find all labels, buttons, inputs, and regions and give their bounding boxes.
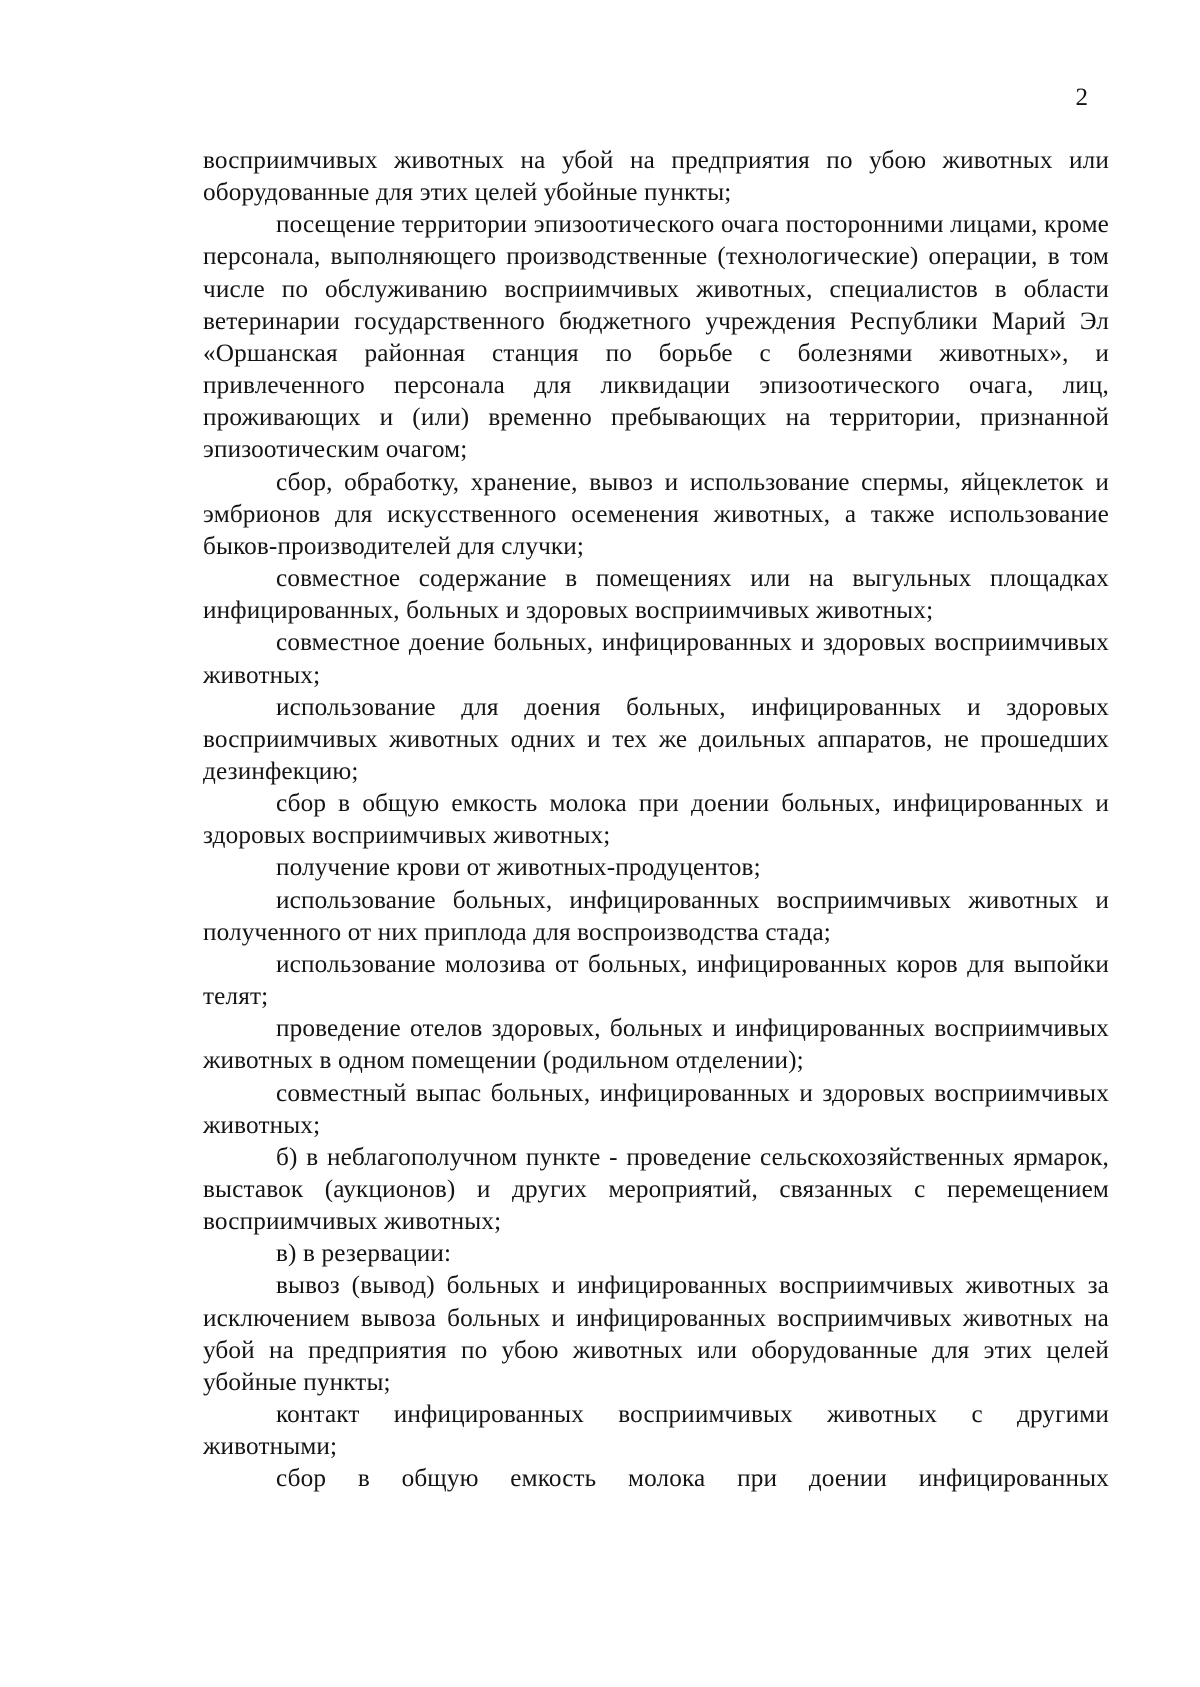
paragraph: сбор в общую емкость молока при доении больных, инфицированных и здоровых восприимчивых животных;	[203, 790, 1109, 850]
paragraph-continuation: восприимчивых животных на убой на предприятия по убою животных или оборудованные для этих целей убойные пункты;	[203, 147, 1109, 207]
paragraph: б) в неблагополучном пункте - проведение сельскохозяйственных ярмарок, выставок (аукционов) и других мероприятий, связанных с перемещением восприимчивых животных;	[203, 1143, 1109, 1236]
paragraph: сбор, обработку, хранение, вывоз и использование спермы, яйцеклеток и эмбрионов для искусственного осеменения животных, а также использование быков-производителей для случки;	[203, 468, 1109, 560]
paragraph: посещение территории эпизоотического очага посторонними лицами, кроме персонала, выполняющего производственные (технологические) операции, в том числе по обслуживанию восприимчивых животных, специалистов в области ветеринарии государственного бюджетного учреждения Республики Марий Эл «Оршанская районная станция по борьбе с болезнями животных», и привлеченного персонала для ликвидации эпизоотического очага, лиц, проживающих и (или) временно пребывающих на территории, признанной эпизоотическим очагом;	[203, 211, 1109, 464]
page-number: 2	[1075, 84, 1088, 111]
paragraph: контакт инфицированных восприимчивых животных с другими животными;	[203, 1401, 1109, 1461]
paragraph-heading: в) в резервации:	[276, 1240, 452, 1268]
paragraph: проведение отелов здоровых, больных и инфицированных восприимчивых животных в одном помещении (родильном отделении);	[203, 1015, 1109, 1075]
paragraph: совместное доение больных, инфицированных и здоровых восприимчивых животных;	[203, 629, 1109, 689]
paragraph: использование молозива от больных, инфицированных коров для выпойки телят;	[203, 950, 1109, 1011]
paragraph: использование больных, инфицированных восприимчивых животных и полученного от них приплода для воспроизводства стада;	[203, 886, 1109, 946]
paragraph: получение крови от животных-продуцентов;	[276, 854, 761, 882]
paragraph: совместный выпас больных, инфицированных и здоровых восприимчивых животных;	[203, 1079, 1109, 1139]
paragraph: использование для доения больных, инфицированных и здоровых восприимчивых животных одних и тех же доильных аппаратов, не прошедших дезинфекцию;	[203, 693, 1109, 785]
paragraph-continued: сбор в общую емкость молока при доении инфицированных	[276, 1465, 1109, 1493]
document-body	[203, 145, 1109, 1496]
paragraph: вывоз (вывод) больных и инфицированных восприимчивых животных за исключением вывоза больных и инфицированных восприимчивых животных на убой на предприятия по убою животных или оборудованные для этих целей убойные пункты;	[203, 1272, 1109, 1396]
paragraph: совместное содержание в помещениях или на выгульных площадках инфицированных, больных и здоровых восприимчивых животных;	[203, 565, 1109, 625]
